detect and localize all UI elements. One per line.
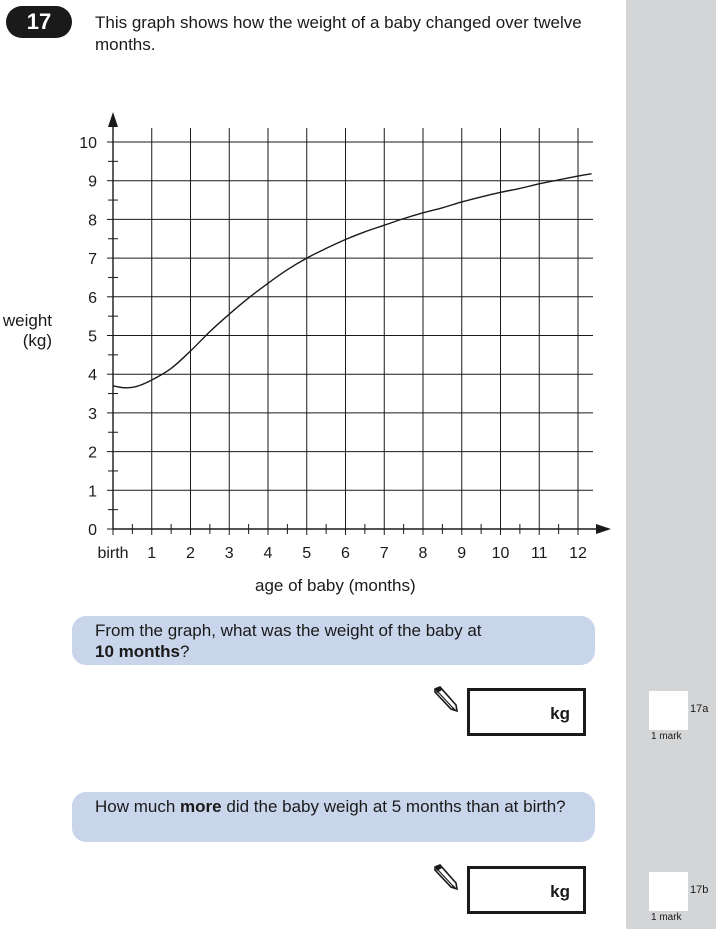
question-intro: This graph shows how the weight of a baby changed over twelve months. (95, 13, 582, 54)
answer-17b-unit: kg (550, 882, 570, 901)
y-tick-label: 0 (88, 522, 97, 539)
question-17a-box (72, 616, 595, 665)
question-17b-text-end: did the baby weigh at 5 months than at birth? (226, 797, 566, 816)
mark-label-17a: 1 mark (651, 731, 682, 742)
x-tick-label: 3 (224, 545, 234, 562)
mark-label-17b: 1 mark (651, 912, 682, 923)
y-tick-label: 7 (88, 251, 97, 269)
y-tick-label: 1 (88, 483, 97, 501)
y-tick-label: 10 (79, 135, 97, 152)
mark-id-17b: 17b (690, 884, 709, 896)
y-tick-label: 4 (88, 367, 97, 385)
y-axis-arrow (108, 112, 118, 127)
pencil-icon (432, 686, 458, 712)
question-17a-end: ? (180, 642, 190, 661)
question-17b-box (72, 792, 595, 842)
x-tick-label: 8 (418, 545, 428, 562)
y-tick-label: 2 (88, 444, 97, 462)
pencil-icon (432, 864, 458, 890)
answer-17b-input[interactable] (467, 866, 586, 914)
x-tick-label: 5 (302, 545, 312, 562)
y-tick-label: 3 (88, 405, 97, 423)
question-17a-text: From the graph, what was the weight of the baby at (95, 621, 482, 640)
y-axis-label-line1: weight (2, 311, 52, 330)
question-17b-bold: more (180, 797, 222, 816)
x-tick-label: 6 (341, 545, 350, 562)
x-tick-label: 2 (186, 545, 195, 562)
weight-series-line (113, 174, 592, 388)
mark-box-17a (649, 691, 688, 730)
marking-margin (626, 0, 716, 929)
question-number-badge: 17 (6, 6, 72, 38)
y-tick-label: 8 (88, 212, 97, 230)
y-axis-label-line2: (kg) (22, 331, 52, 350)
x-axis-label: age of baby (months) (255, 576, 416, 595)
x-tick-label: 1 (147, 545, 157, 562)
y-tick-label: 6 (88, 289, 97, 307)
answer-17a-unit: kg (550, 704, 570, 723)
x-tick-label: 4 (263, 545, 273, 562)
x-tick-label: 9 (457, 545, 467, 562)
question-17b-text-start: How much (95, 797, 176, 816)
mark-box-17b (649, 872, 688, 911)
weight-chart (0, 100, 626, 570)
mark-id-17a: 17a (690, 703, 709, 715)
x-tick-label: birth (97, 545, 129, 562)
answer-17a-input[interactable] (467, 688, 586, 736)
question-17a-bold: 10 months (95, 642, 181, 661)
x-tick-label: 12 (569, 545, 587, 562)
y-tick-label: 5 (88, 328, 97, 346)
x-axis-arrow (596, 524, 611, 534)
y-tick-label: 9 (88, 173, 97, 191)
x-tick-label: 11 (530, 545, 548, 562)
x-tick-label: 10 (491, 545, 510, 562)
x-tick-label: 7 (379, 545, 389, 562)
